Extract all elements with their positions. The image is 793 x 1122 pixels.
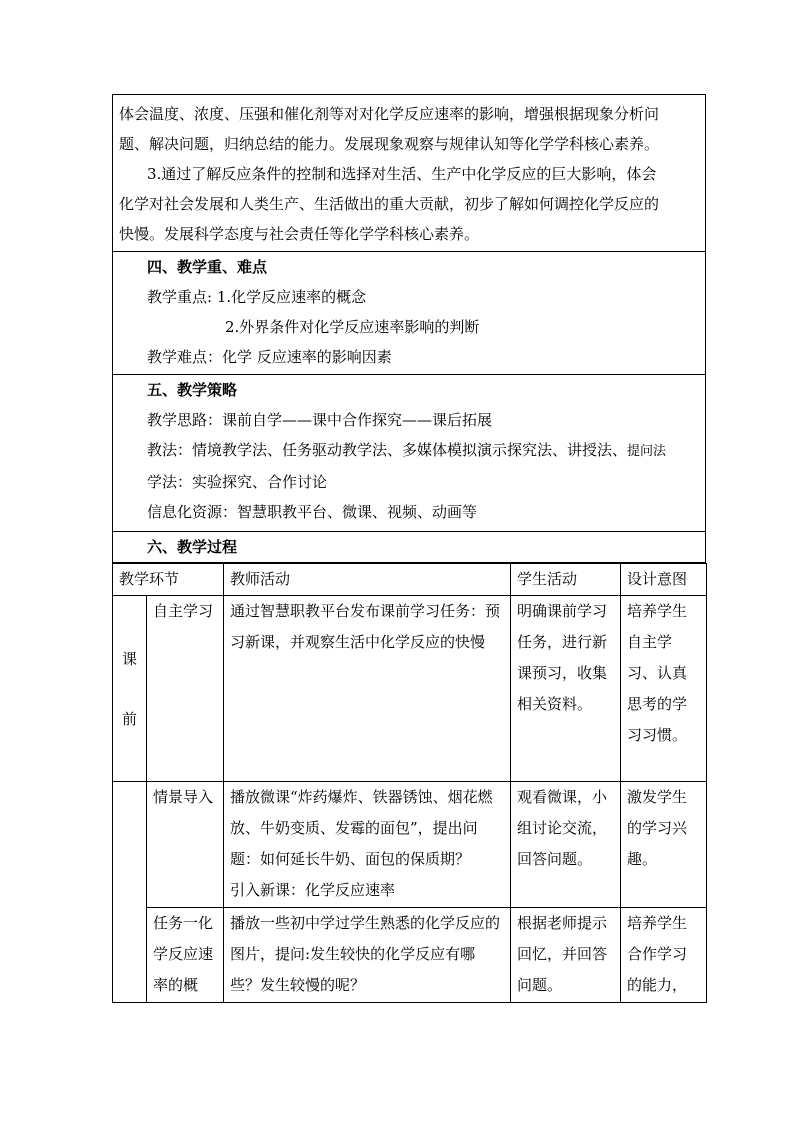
strategy-methods [119,435,699,467]
difficulty-point: 教学难点：化学 反应速率的影响因素 [147,348,392,366]
intent-cell: 培养学生合作学习的能力， [621,908,707,1003]
section-process-heading [112,532,706,563]
strategy-thinking: 教学思路：课前自学——课中合作探究——课后拓展 [147,411,493,429]
student-cell: 观看微课，小组讨论交流，回答问题。 [511,782,621,908]
student-cell: 根据老师提示回忆，并回答问题。 [511,908,621,1003]
section-heading: 五、教学策略 [147,381,238,399]
process-table [112,563,707,1003]
intent-cell: 激发学生的学习兴趣。 [621,782,707,908]
strategy-methods-text: 教法：情境教学法、任务驱动教学法、多媒体模拟演示探究法、讲授法、 [147,441,628,459]
section-key-points [112,252,706,375]
table-row [113,596,707,782]
table-row [113,908,707,1003]
focus-point: 教学重点: 1.化学反应速率的概念 [147,288,367,306]
header-step: 教学环节 [113,564,224,596]
header-student: 学生活动 [511,564,621,596]
objectives-block [112,94,706,252]
section-heading: 四、教学重、难点 [147,258,268,276]
objectives-line: 快慢。发展科学态度与社会责任等化学学科核心素养。 [119,225,480,243]
teacher-extra: 引入新课：化学反应速率 [230,881,396,899]
table-row [113,782,707,908]
phase-pre-class: 课 前 [113,596,147,782]
teacher-cell: 通过智慧职教平台发布课前学习任务：预习新课，并观察生活中化学反应的快慢 [224,596,511,782]
header-teacher: 教师活动 [224,564,511,596]
strategy-resources: 信息化资源：智慧职教平台、微课、视频、动画等 [147,503,478,521]
focus-point: 2.外界条件对化学反应速率影响的判断 [225,318,480,336]
strategy-methods-tail: 提问法 [627,444,667,459]
document-frame [112,94,706,1003]
teacher-cell: 播放一些初中学过学生熟悉的化学反应的图片，提问:发生较快的化学反应有哪些？发生较慢的呢？ [224,908,511,1003]
table-header-row [113,564,707,596]
objectives-line: 题、解决问题，归纳总结的能力。发展现象观察与规律认知等化学学科核心素养。 [119,135,660,153]
step-cell: 情景导入 [147,782,224,908]
phase-in-class [113,782,147,1003]
objectives-line: 体会温度、浓度、压强和催化剂等对对化学反应速率的影响，增强根据现象分析问 [119,105,660,123]
step-cell: 自主学习 [147,596,224,782]
teacher-cell [224,782,511,908]
step-cell: 任务一化学反应速率的概 [147,908,224,1003]
teacher-text: 播放微课“炸药爆炸、铁器锈蚀、烟花燃放、牛奶变质、发霉的面包”，提出问题：如何延长牛奶、面包的保质期？ [230,788,493,868]
student-cell: 明确课前学习任务，进行新课预习，收集相关资料。 [511,596,621,782]
objectives-line: 3.通过了解反应条件的控制和选择对生活、生产中化学反应的巨大影响，体会 [147,165,657,183]
objectives-line: 化学对社会发展和人类生产、生活做出的重大贡献，初步了解如何调控化学反应的 [119,195,660,213]
strategy-learning: 学法：实验探究、合作讨论 [147,473,328,491]
header-intent: 设计意图 [621,564,707,596]
section-heading: 六、教学过程 [147,538,238,556]
section-strategy [112,375,706,532]
intent-cell: 培养学生自主学习、认真思考的学习习惯。 [621,596,707,782]
